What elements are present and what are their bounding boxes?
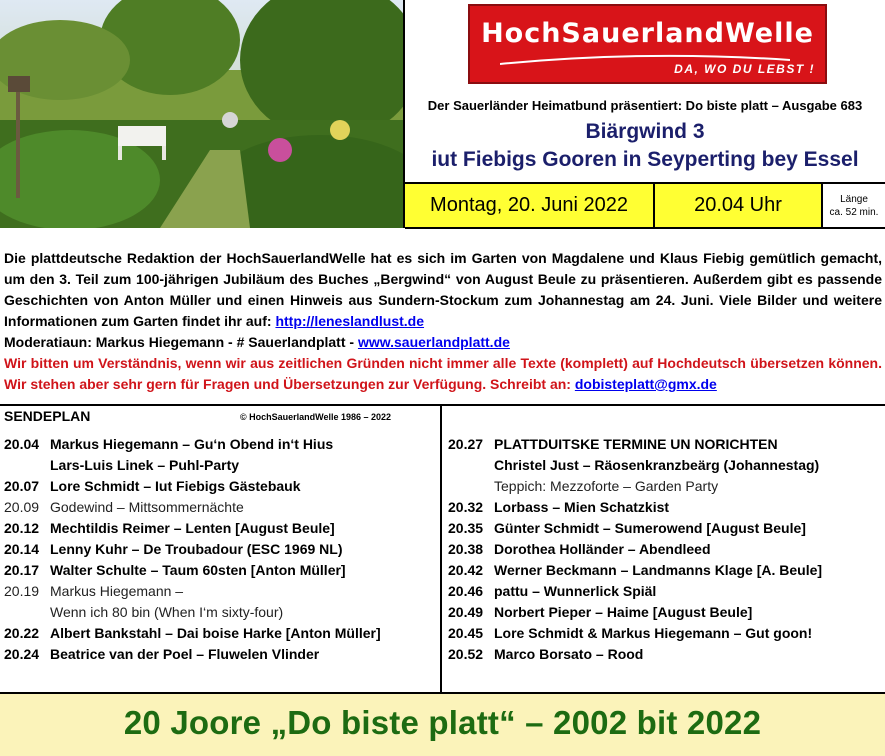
moderation-line	[4, 332, 882, 353]
description-text: Die plattdeutsche Redaktion der HochSauerlandWelle hat es sich im Garten von Magdalene und Klaus Fiebig gemütlich gemacht, um den 3. Teil zum 100-jährigen Jubiläum des Buches „Bergwind“ von August Beule zu präsentieren. Außerdem gibt es passende Geschichten von Anton Müller und einen Hinweis aus Sundern-Stockum zum Johannestag am 24. Juni. Viele Bilder und weitere Informationen zum Garten findet ihr auf:	[4, 250, 882, 329]
schedule-row	[4, 518, 436, 539]
schedule-row	[448, 434, 882, 455]
schedule-row	[4, 455, 436, 476]
schedule-title: pattu – Wunnerlick Spiäl	[494, 583, 657, 599]
schedule-row	[448, 455, 882, 476]
schedule-title: Markus Hiegemann – Gu‘n Obend in‘t Hius	[50, 436, 334, 452]
logo-area	[405, 0, 885, 92]
station-logo	[468, 4, 827, 84]
schedule-title: Teppich: Mezzoforte – Garden Party	[494, 478, 719, 494]
schedule-row	[448, 497, 882, 518]
schedule-time: 20.42	[448, 562, 484, 578]
schedule-row	[448, 581, 882, 602]
garden-photo	[0, 0, 405, 228]
schedule-title: Lars-Luis Linek – Puhl-Party	[50, 457, 240, 473]
schedule-title: Christel Just – Räosenkranzbeärg (Johannestag)	[494, 457, 820, 473]
schedule-row	[448, 518, 882, 539]
logo-slogan: DA, WO DU LEBST !	[674, 62, 815, 76]
schedule-title: Günter Schmidt – Sumerowend [August Beule]	[494, 520, 806, 536]
schedule-title: Marco Borsato – Rood	[494, 646, 644, 662]
divider	[0, 404, 885, 406]
schedule-title: Markus Hiegemann –	[50, 583, 184, 599]
schedule-time: 20.17	[4, 562, 40, 578]
schedule-title: Lore Schmidt – Iut Fiebigs Gästebauk	[50, 478, 301, 494]
notice-paragraph	[4, 353, 882, 395]
schedule-time: 20.46	[448, 583, 484, 599]
schedule-time: 20.35	[448, 520, 484, 536]
schedule-time: 20.09	[4, 499, 40, 515]
schedule-time: 20.24	[4, 646, 40, 662]
description-paragraph	[4, 248, 882, 332]
schedule-row	[4, 644, 436, 665]
schedule-title: Lenny Kuhr – De Troubadour (ESC 1969 NL)	[50, 541, 343, 557]
schedule-row	[448, 476, 882, 497]
moderation-text: Moderatiaun: Markus Hiegemann - # Sauerlandplatt -	[4, 334, 358, 350]
broadcast-date: Montag, 20. Juni 2022	[405, 184, 655, 227]
schedule-title: Walter Schulte – Taum 60sten [Anton Müller]	[50, 562, 346, 578]
broadcast-length	[823, 184, 885, 227]
schedule-time: 20.32	[448, 499, 484, 515]
schedule-title: Albert Bankstahl – Dai boise Harke [Anton Müller]	[50, 625, 381, 641]
schedule-row	[448, 623, 882, 644]
schedule-title: Dorothea Holländer – Abendleed	[494, 541, 711, 557]
schedule-title: Norbert Pieper – Haime [August Beule]	[494, 604, 753, 620]
presents-line: Der Sauerländer Heimatbund präsentiert: Do biste platt – Ausgabe 683	[427, 98, 863, 113]
schedule-time: 20.04	[4, 436, 40, 452]
schedule-title: Beatrice van der Poel – Fluwelen Vlinder	[50, 646, 320, 662]
schedule-time: 20.27	[448, 436, 484, 452]
leneslandlust-link[interactable]: http://leneslandlust.de	[275, 313, 425, 329]
anniversary-banner	[0, 692, 885, 756]
email-link[interactable]: dobisteplatt@gmx.de	[574, 376, 717, 392]
schedule-title: Lore Schmidt & Markus Hiegemann – Gut goon!	[494, 625, 813, 641]
length-value: ca. 52 min.	[829, 206, 879, 218]
schedule-title: Mechtildis Reimer – Lenten [August Beule]	[50, 520, 335, 536]
schedule-time: 20.49	[448, 604, 484, 620]
episode-title: Biärgwind 3	[585, 120, 705, 143]
logo-title: HochSauerlandWelle	[481, 18, 814, 49]
schedule-title: Godewind – Mittsommernächte	[50, 499, 244, 515]
notice-text: Wir bitten um Verständnis, wenn wir aus zeitlichen Gründen nicht immer alle Texte (komplett) auf Hochdeutsch übersetzen können. Wir stehen aber sehr gern für Fragen und Übersetzungen zur Verfügung. Schreibt an:	[4, 355, 882, 392]
schedule-title: Lorbass – Mien Schatzkist	[494, 499, 670, 515]
schedule-row	[448, 644, 882, 665]
schedule-title: Wenn ich 80 bin (When I‘m sixty-four)	[50, 604, 284, 620]
schedule-time: 20.19	[4, 583, 40, 599]
sauerlandplatt-link[interactable]: www.sauerlandplatt.de	[357, 334, 510, 350]
schedule-row	[4, 476, 436, 497]
schedule-time: 20.38	[448, 541, 484, 557]
schedule-time: 20.07	[4, 478, 40, 494]
plan-heading: SENDEPLAN	[4, 408, 91, 424]
column-divider	[440, 404, 442, 692]
broadcast-time: 20.04 Uhr	[655, 184, 823, 227]
schedule-time: 20.14	[4, 541, 40, 557]
schedule-title: PLATTDUITSKE TERMINE UN NORICHTEN	[494, 436, 778, 452]
schedule-row	[448, 539, 882, 560]
schedule-row	[448, 602, 882, 623]
anniversary-text: 20 Joore „Do biste platt“ – 2002 bit 2022	[123, 704, 762, 741]
schedule-time: 20.45	[448, 625, 484, 641]
length-label: Länge	[840, 193, 868, 205]
copyright: © HochSauerlandWelle 1986 – 2022	[240, 412, 392, 422]
description	[4, 248, 882, 395]
schedule-row	[4, 434, 436, 455]
schedule-time: 20.12	[4, 520, 40, 536]
schedule-row	[448, 560, 882, 581]
schedule-title: Werner Beckmann – Landmanns Klage [A. Beule]	[494, 562, 823, 578]
broadcast-info	[405, 182, 885, 229]
schedule-row	[4, 539, 436, 560]
schedule-row	[4, 602, 436, 623]
schedule-row	[4, 623, 436, 644]
schedule-row	[4, 581, 436, 602]
schedule-row	[4, 560, 436, 581]
schedule-time: 20.52	[448, 646, 484, 662]
schedule-time: 20.22	[4, 625, 40, 641]
episode-subtitle: iut Fiebigs Gooren in Seyperting bey Essel	[431, 148, 859, 171]
plan-column-right	[448, 434, 882, 665]
plan-column-left	[4, 434, 436, 665]
schedule-row	[4, 497, 436, 518]
